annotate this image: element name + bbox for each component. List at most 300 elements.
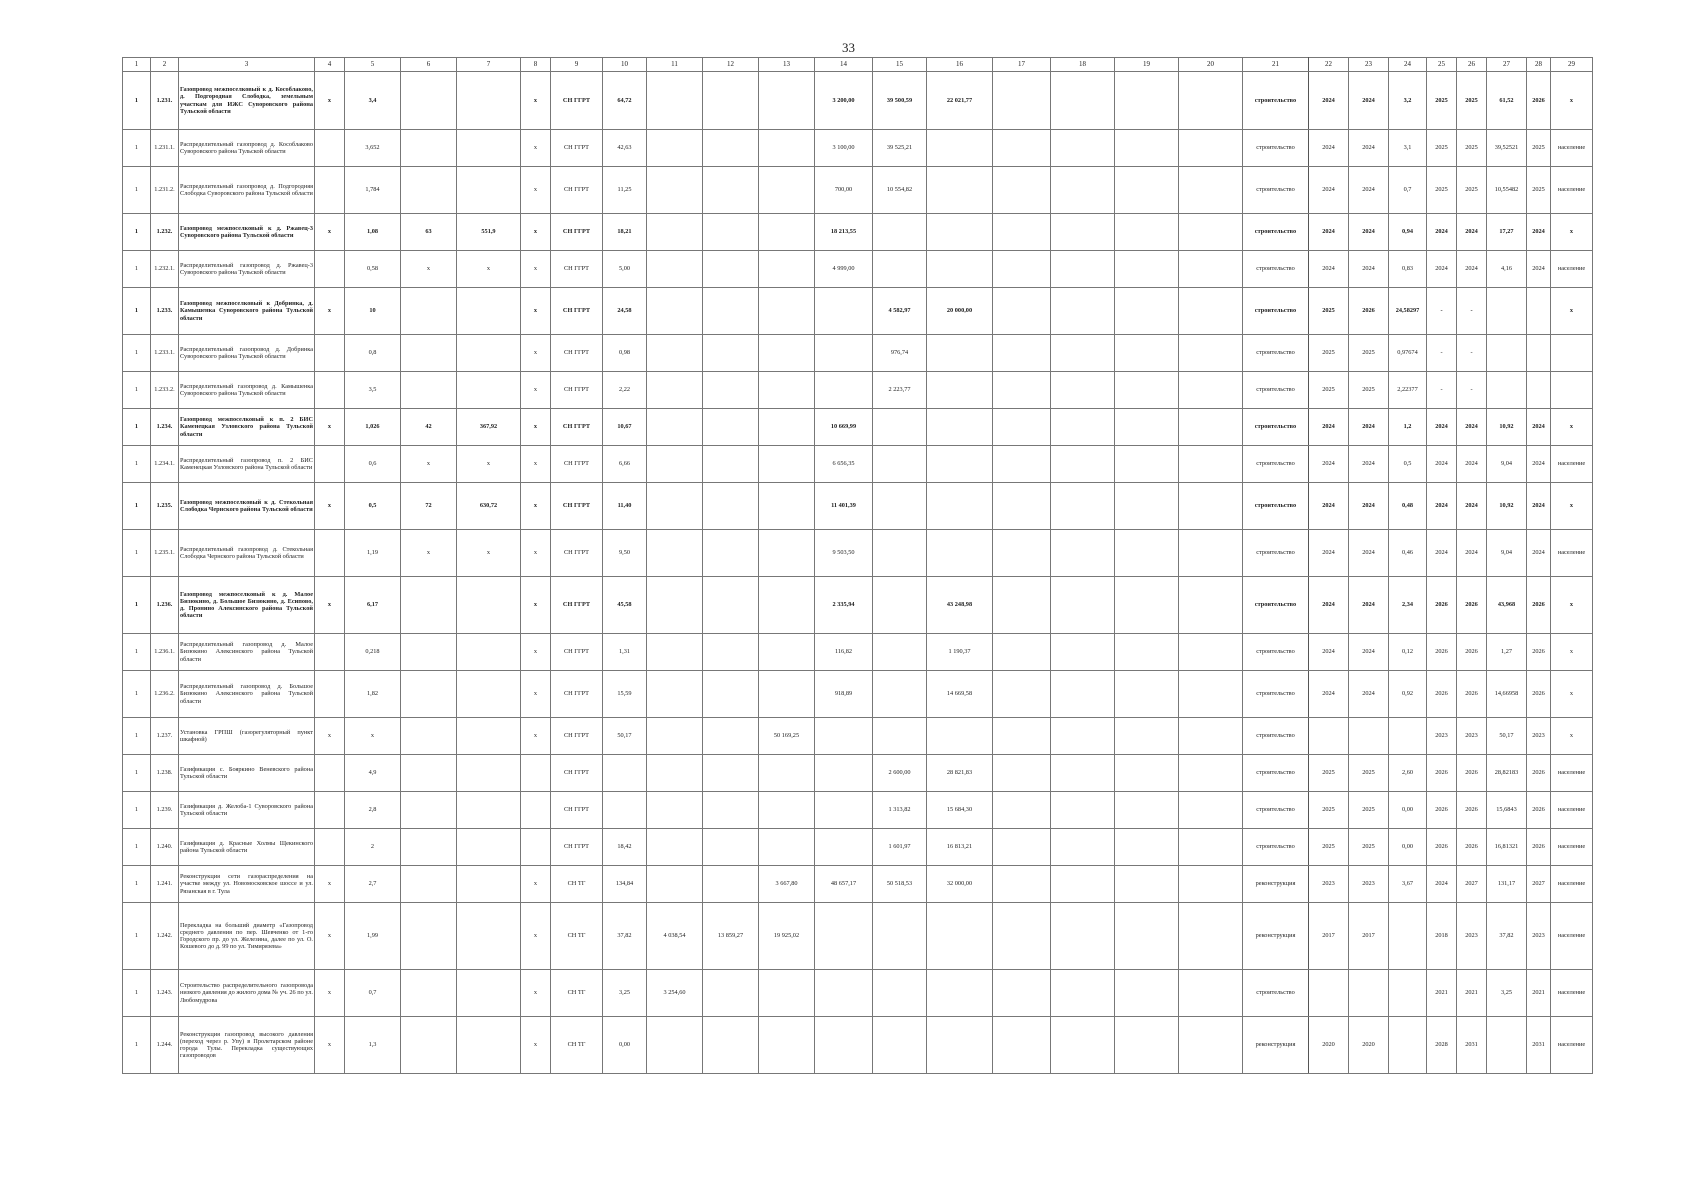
table-cell: 24,58297 [1389,288,1427,335]
table-cell: 2024 [1457,446,1487,483]
table-cell: 63 [401,214,457,251]
object-name-cell: Газопровод межпоселковый к п. 2 БИС Каменецкая Узловского района Тульской области [179,409,315,446]
table-cell [1051,288,1115,335]
table-cell: 14 669,58 [927,671,993,718]
table-cell [315,671,345,718]
table-cell: 17,27 [1487,214,1527,251]
table-cell [1179,335,1243,372]
table-cell [401,755,457,792]
table-cell: 2024 [1349,446,1389,483]
table-cell [759,755,815,792]
table-cell [993,718,1051,755]
table-cell: 1,026 [345,409,401,446]
table-cell [993,214,1051,251]
table-cell: 42,63 [603,130,647,167]
table-cell [401,288,457,335]
table-cell [1309,970,1349,1017]
table-row [123,634,1593,671]
table-cell: СН ГГРТ [551,671,603,718]
table-cell [759,372,815,409]
table-cell: 2024 [1427,530,1457,577]
table-cell: 2026 [1427,634,1457,671]
table-cell: 1.234.1. [151,446,179,483]
table-cell [647,335,703,372]
table-cell: 2024 [1527,251,1551,288]
table-cell: 1.232.1. [151,251,179,288]
table-cell: 10,92 [1487,409,1527,446]
table-cell: 0,92 [1389,671,1427,718]
table-cell [759,530,815,577]
table-cell [1115,288,1179,335]
table-cell: строительство [1243,446,1309,483]
table-cell [815,755,873,792]
table-cell [703,251,759,288]
table-cell: 2024 [1309,634,1349,671]
table-cell: 1.236.2. [151,671,179,718]
table-cell [703,577,759,634]
table-cell: 2025 [1457,130,1487,167]
table-cell: СН ГГРТ [551,214,603,251]
table-cell [401,167,457,214]
table-cell: х [1551,577,1593,634]
table-cell: 0,8 [345,335,401,372]
table-cell [993,288,1051,335]
object-name-cell: Реконструкция газопровод высокого давления (переход через р. Упу) в Пролетарском районе города Тулы. Перекладка существующих газопроводов [179,1017,315,1074]
table-cell: х [521,530,551,577]
table-cell [759,577,815,634]
table-cell: 2025 [1309,829,1349,866]
table-cell: 11 401,39 [815,483,873,530]
table-cell: 2024 [1309,72,1349,130]
table-cell [1179,72,1243,130]
table-cell [1179,577,1243,634]
table-cell [993,251,1051,288]
table-cell: 1 [123,483,151,530]
table-cell: 3,67 [1389,866,1427,903]
table-cell [703,446,759,483]
table-cell [873,970,927,1017]
table-cell [1179,130,1243,167]
column-number: 2 [151,58,179,72]
table-cell: 10 669,99 [815,409,873,446]
table-cell [815,288,873,335]
table-cell [703,130,759,167]
table-cell [993,483,1051,530]
table-cell: 2025 [1349,792,1389,829]
table-cell [401,372,457,409]
table-cell: 2024 [1427,214,1457,251]
table-cell [1051,718,1115,755]
table-cell: 20 000,00 [927,288,993,335]
table-cell: х [315,483,345,530]
table-cell: 3,652 [345,130,401,167]
table-cell [703,1017,759,1074]
table-cell: 2026 [1457,634,1487,671]
table-cell: 2026 [1457,671,1487,718]
table-cell: 1.236. [151,577,179,634]
table-cell [647,755,703,792]
table-cell [647,167,703,214]
table-cell: 2024 [1309,409,1349,446]
table-cell: 19 925,02 [759,903,815,970]
table-cell [401,829,457,866]
table-cell: СН ГГРТ [551,718,603,755]
table-cell: строительство [1243,970,1309,1017]
table-cell [993,130,1051,167]
table-cell [1309,718,1349,755]
table-row [123,970,1593,1017]
table-cell: 61,52 [1487,72,1527,130]
table-cell: 2025 [1309,792,1349,829]
table-cell [1051,970,1115,1017]
table-cell [1179,446,1243,483]
table-cell [993,335,1051,372]
table-cell: реконструкция [1243,866,1309,903]
table-cell [647,409,703,446]
table-cell [1115,970,1179,1017]
table-cell: 4 999,00 [815,251,873,288]
table-cell [457,755,521,792]
table-cell: реконструкция [1243,903,1309,970]
table-cell: 1,27 [1487,634,1527,671]
table-cell: строительство [1243,718,1309,755]
table-cell: 3,25 [1487,970,1527,1017]
table-cell: 1 [123,829,151,866]
table-cell [1051,634,1115,671]
table-row [123,483,1593,530]
table-cell: 1 [123,409,151,446]
table-cell [927,130,993,167]
table-cell [703,483,759,530]
table-cell: СН ГГРТ [551,634,603,671]
table-cell: 6,66 [603,446,647,483]
table-cell [815,372,873,409]
table-cell: 15,6843 [1487,792,1527,829]
table-cell [1051,251,1115,288]
table-cell: х [521,214,551,251]
table-cell: 16,81321 [1487,829,1527,866]
table-cell: 2 600,00 [873,755,927,792]
table-cell: 1.240. [151,829,179,866]
table-cell: 3,25 [603,970,647,1017]
table-cell: СН ГГРТ [551,409,603,446]
table-cell [647,483,703,530]
table-cell [927,167,993,214]
table-cell [927,446,993,483]
table-cell [457,288,521,335]
table-cell [759,483,815,530]
table-cell: 1 [123,577,151,634]
table-cell [703,214,759,251]
table-cell [457,970,521,1017]
table-cell: СН ГГРТ [551,755,603,792]
table-cell: 1 601,97 [873,829,927,866]
table-cell [927,903,993,970]
table-cell: 2024 [1349,72,1389,130]
table-cell [521,792,551,829]
table-cell: 0,00 [603,1017,647,1074]
table-cell [993,1017,1051,1074]
table-cell: 2024 [1457,530,1487,577]
table-cell: 2024 [1527,409,1551,446]
table-cell: х [521,671,551,718]
table-cell [993,634,1051,671]
table-cell: 2024 [1309,483,1349,530]
table-cell: 0,5 [1389,446,1427,483]
table-cell: 3 254,60 [647,970,703,1017]
object-name-cell: Распределительный газопровод д. Стекольная Слободка Чернского района Тульской области [179,530,315,577]
table-cell [927,372,993,409]
table-cell [1115,829,1179,866]
column-number: 23 [1349,58,1389,72]
table-cell: 2025 [1427,167,1457,214]
table-cell: 2026 [1527,671,1551,718]
table-cell: 2024 [1457,409,1487,446]
table-cell: 5,00 [603,251,647,288]
table-cell [315,167,345,214]
table-cell: х [1551,214,1593,251]
table-cell: 4,9 [345,755,401,792]
table-cell: 1.231. [151,72,179,130]
table-cell [1487,372,1527,409]
table-cell [1051,483,1115,530]
table-cell [1115,251,1179,288]
table-cell: х [521,251,551,288]
table-cell: х [521,130,551,167]
table-cell: 2024 [1349,130,1389,167]
object-name-cell: Газопровод межпоселковый к д. Стекольная Слободка Чернского района Тульской области [179,483,315,530]
table-cell [401,634,457,671]
table-cell [1115,335,1179,372]
table-cell [647,130,703,167]
table-cell: 10,67 [603,409,647,446]
table-cell: 1,82 [345,671,401,718]
table-row [123,755,1593,792]
table-cell [647,577,703,634]
table-cell: 48 657,17 [815,866,873,903]
table-cell [1115,530,1179,577]
table-cell [401,335,457,372]
table-cell [1051,903,1115,970]
table-cell [647,372,703,409]
table-cell: 2031 [1457,1017,1487,1074]
object-name-cell: Строительство распределительного газопровода низкого давления до жилого дома № уч. 26 по ул. Любомудрова [179,970,315,1017]
table-cell [927,530,993,577]
column-number: 17 [993,58,1051,72]
table-cell: 0,97674 [1389,335,1427,372]
table-cell: х [457,530,521,577]
table-cell [993,866,1051,903]
table-cell: 2023 [1457,903,1487,970]
table-cell: 2026 [1427,755,1457,792]
table-cell: 2024 [1309,530,1349,577]
table-cell: 1.239. [151,792,179,829]
table-cell [1389,718,1427,755]
table-cell: 18,42 [603,829,647,866]
table-cell: СН ГГРТ [551,372,603,409]
table-cell [1115,130,1179,167]
table-cell [457,792,521,829]
table-cell: х [521,372,551,409]
table-cell [703,372,759,409]
table-row [123,792,1593,829]
object-name-cell: Установка ГРПШ (газорегуляторный пункт шкафной) [179,718,315,755]
column-number: 21 [1243,58,1309,72]
table-cell: 2026 [1427,671,1457,718]
table-cell: 2025 [1309,755,1349,792]
column-number: 19 [1115,58,1179,72]
table-cell: 2026 [1457,829,1487,866]
column-number: 13 [759,58,815,72]
table-cell: 2025 [1527,130,1551,167]
table-cell: реконструкция [1243,1017,1309,1074]
table-cell: х [315,72,345,130]
table-cell [457,866,521,903]
table-row [123,335,1593,372]
table-cell: 11,25 [603,167,647,214]
table-cell: 2023 [1527,903,1551,970]
table-cell: 6 656,35 [815,446,873,483]
table-cell [1179,288,1243,335]
table-cell: х [315,214,345,251]
table-cell [759,335,815,372]
table-cell [401,577,457,634]
table-cell [1051,130,1115,167]
column-number: 6 [401,58,457,72]
table-cell [647,530,703,577]
table-cell: 1 [123,167,151,214]
table-cell: 2020 [1349,1017,1389,1074]
table-cell: 134,84 [603,866,647,903]
table-cell [647,866,703,903]
table-cell: 2024 [1309,251,1349,288]
table-cell: 2018 [1427,903,1457,970]
table-cell: 2023 [1427,718,1457,755]
table-cell: 2020 [1309,1017,1349,1074]
table-cell [1179,483,1243,530]
table-row [123,577,1593,634]
table-cell [703,530,759,577]
table-cell: 2024 [1349,671,1389,718]
table-cell: х [1551,483,1593,530]
object-name-cell: Распределительный газопровод д. Малое Бизюкино Алексинского района Тульской области [179,634,315,671]
table-cell [401,792,457,829]
table-cell [457,903,521,970]
table-cell: 700,00 [815,167,873,214]
table-cell: 1 [123,792,151,829]
table-cell [993,671,1051,718]
column-number: 9 [551,58,603,72]
table-cell: х [401,446,457,483]
table-cell [759,970,815,1017]
table-cell: 1.244. [151,1017,179,1074]
table-cell [457,577,521,634]
table-cell: 0,7 [345,970,401,1017]
table-cell: 3,5 [345,372,401,409]
table-cell: 1.235.1. [151,530,179,577]
table-cell [1179,829,1243,866]
column-number-row [123,58,1593,72]
table-cell [521,829,551,866]
table-cell: х [315,288,345,335]
table-cell: х [521,446,551,483]
table-cell [759,288,815,335]
table-cell: 10,55482 [1487,167,1527,214]
table-cell [873,530,927,577]
table-cell [1051,409,1115,446]
table-cell: 14,66958 [1487,671,1527,718]
table-cell [873,483,927,530]
table-cell: 15 684,30 [927,792,993,829]
table-cell [927,483,993,530]
table-cell [1179,970,1243,1017]
column-number: 29 [1551,58,1593,72]
table-cell [315,530,345,577]
table-cell [759,446,815,483]
table-cell: строительство [1243,288,1309,335]
table-cell: 2024 [1527,214,1551,251]
table-cell: население [1551,903,1593,970]
table-cell: х [315,970,345,1017]
table-cell [993,755,1051,792]
table-cell: 1 [123,1017,151,1074]
table-cell: 1.242. [151,903,179,970]
table-cell: 1,31 [603,634,647,671]
table-cell [647,718,703,755]
table-cell [993,72,1051,130]
table-cell: х [401,530,457,577]
table-cell [647,446,703,483]
table-cell: 50 518,53 [873,866,927,903]
page-number: 33 [842,40,855,55]
table-cell [1051,372,1115,409]
table-cell: строительство [1243,251,1309,288]
table-cell [759,130,815,167]
table-cell: 3,4 [345,72,401,130]
table-cell: 1 [123,335,151,372]
table-cell: 2023 [1349,866,1389,903]
table-cell: 13 859,27 [703,903,759,970]
table-cell: х [1551,72,1593,130]
column-number: 20 [1179,58,1243,72]
table-cell: 1 [123,72,151,130]
table-cell: 1 [123,214,151,251]
table-cell: 9,04 [1487,446,1527,483]
table-cell [1527,335,1551,372]
table-cell: 2017 [1349,903,1389,970]
table-cell: 50,17 [603,718,647,755]
table-cell [1179,718,1243,755]
table-cell [1487,288,1527,335]
table-cell: строительство [1243,530,1309,577]
table-cell [1527,372,1551,409]
table-cell: 2025 [1349,372,1389,409]
table-cell: СН ГГРТ [551,530,603,577]
table-cell: 1.243. [151,970,179,1017]
table-cell: 64,72 [603,72,647,130]
table-cell [703,671,759,718]
table-cell: 10 554,82 [873,167,927,214]
table-cell: 3,1 [1389,130,1427,167]
table-cell [1115,634,1179,671]
table-cell: 39 525,21 [873,130,927,167]
table-cell: 2024 [1427,446,1457,483]
table-cell: 0,218 [345,634,401,671]
table-cell: население [1551,167,1593,214]
table-cell: х [521,970,551,1017]
table-cell: 2,60 [1389,755,1427,792]
table-cell [647,251,703,288]
